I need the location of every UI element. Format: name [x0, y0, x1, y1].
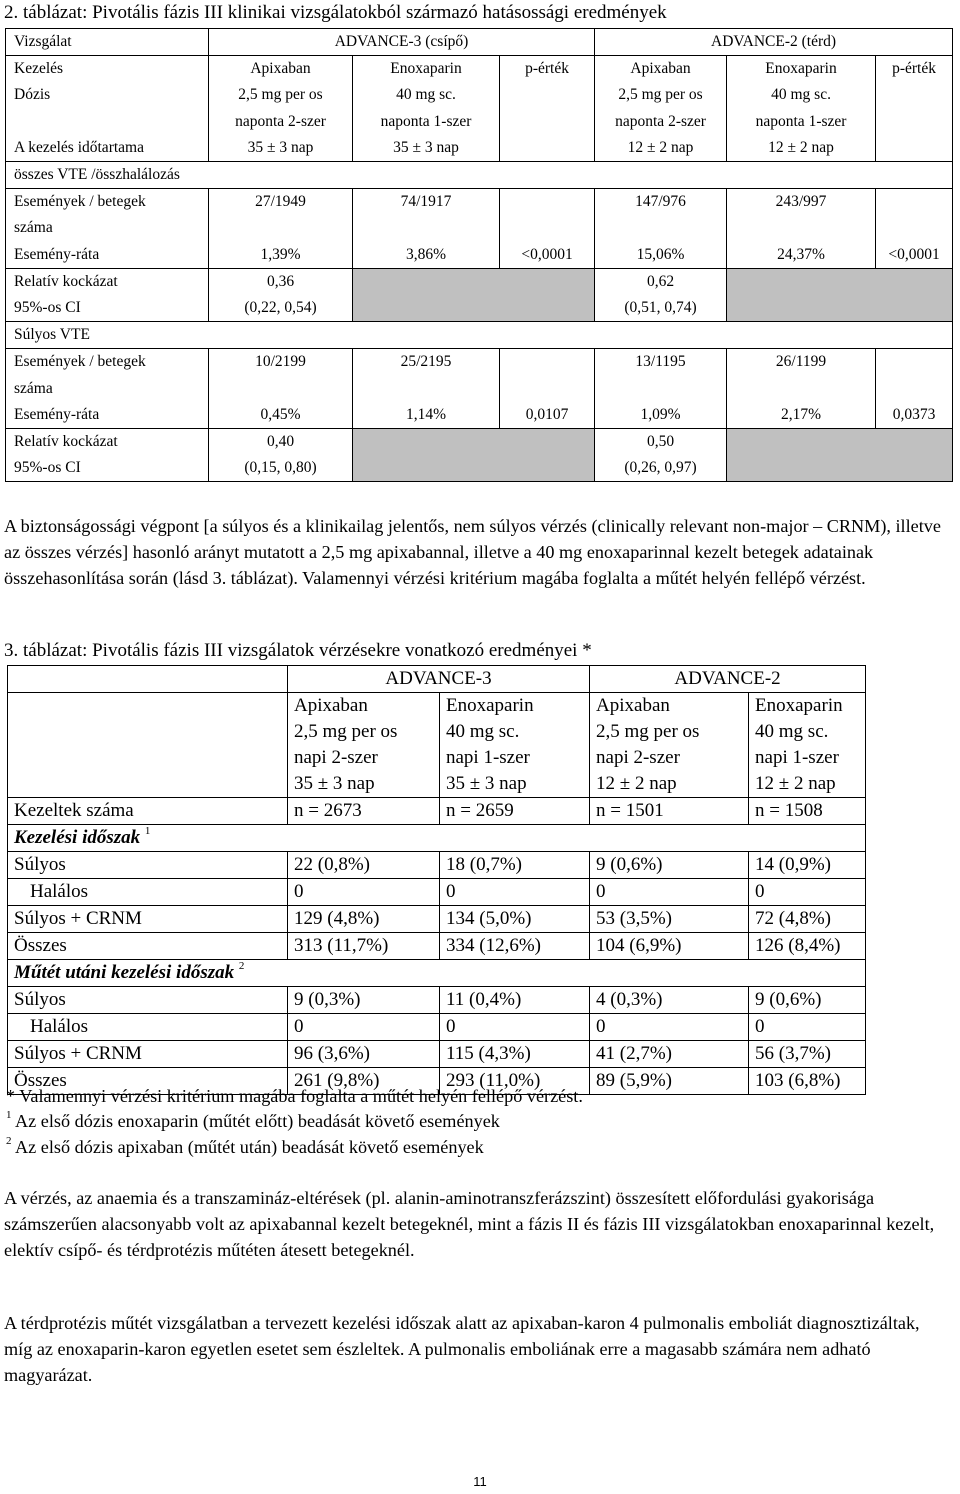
duration-cell: 12 ± 2 nap: [768, 138, 834, 156]
treated-cell: n = 2659: [440, 798, 590, 825]
value-cell: 18 (0,7%): [440, 852, 590, 879]
p-value-cell: 0,0373: [892, 405, 936, 423]
footnote-marker: 1: [6, 1109, 12, 1121]
table-row: [8, 693, 866, 798]
ci-cell: (0,51, 0,74): [624, 299, 697, 317]
safety-paragraph: A biztonságossági végpont [a súlyos és a klinikailag jelentős, nem súlyos vérzés (clinically relevant non-major – CRNM), illetve az összes vérzés] hasonló arányt mutatott a 2,5 mg apixabannal, illetve a 40 mg enoxaparinnal kezelt betegek adatainak összehasonlítása során (lásd 3. táblázat). Valamennyi vérzési kritérium magába foglalta a műtét helyén fellépő vérzést.: [4, 516, 941, 588]
value-cell: 134 (5,0%): [440, 906, 590, 933]
section-label: összes VTE /összhalálozás: [6, 162, 953, 189]
duration-cell: 35 ± 3 nap: [393, 138, 459, 156]
treated-cell: n = 1508: [749, 798, 866, 825]
section-row: [8, 960, 866, 987]
table-row: [8, 879, 866, 906]
page-number: 11: [473, 1474, 487, 1489]
rate-cell: 1,14%: [405, 405, 447, 423]
duration-cell: 12 ± 2 nap: [627, 138, 694, 156]
arm-name: Enoxaparin: [755, 695, 843, 716]
row-label: Összes: [8, 1068, 288, 1095]
events-cell: 74/1917: [400, 193, 452, 211]
value-cell: 41 (2,7%): [590, 1041, 749, 1068]
arm-name: Apixaban: [596, 695, 670, 716]
value-cell: 22 (0,8%): [288, 852, 440, 879]
arm-name: Apixaban: [294, 695, 368, 716]
rate-cell: 3,86%: [405, 245, 447, 263]
value-cell: 11 (0,4%): [440, 987, 590, 1014]
events-cell: 25/2195: [400, 353, 452, 371]
period-label: Műtét utáni kezelési időszak: [14, 962, 235, 983]
pulmonary-embolism-paragraph: A térdprotézis műtét vizsgálatban a tervezett kezelési időszak alatt az apixaban-karon 4 pulmonalis emboliát diagnosztizáltak, míg az enoxaparin-karon egyetlen esetet sem észleltek. A pulmonalis emboliának erre a magasabb számára nem adható magyarázat.: [4, 1313, 920, 1385]
duration-label: A kezelés időtartama: [14, 138, 144, 156]
row-label: Súlyos: [8, 987, 288, 1014]
row-label: Események / betegek: [14, 353, 146, 371]
row-label: Relatív kockázat: [14, 272, 118, 290]
table-row: [6, 268, 953, 321]
value-cell: 4 (0,3%): [590, 987, 749, 1014]
section-label: Súlyos VTE: [6, 322, 953, 349]
section-row: [6, 322, 953, 349]
row-label: Esemény-ráta: [14, 245, 100, 263]
value-cell: 0: [749, 879, 866, 906]
p-value-cell: <0,0001: [888, 245, 940, 263]
events-cell: 10/2199: [255, 353, 306, 371]
dose-cell: 2,5 mg per os: [238, 86, 323, 104]
treated-cell: n = 1501: [590, 798, 749, 825]
footnote-1: [6, 1109, 500, 1133]
relative-risk-cell: 0,40: [266, 433, 295, 451]
shaded-cell: [727, 429, 953, 482]
footnote-marker: 2: [6, 1135, 12, 1147]
section-row: [8, 825, 866, 852]
arm-header: Apixaban: [630, 60, 691, 78]
value-cell: 0: [440, 1014, 590, 1041]
row-label: Kezeltek száma: [8, 798, 288, 825]
row-label: Halálos: [8, 1014, 288, 1041]
row-label: száma: [14, 219, 53, 237]
value-cell: 9 (0,6%): [749, 987, 866, 1014]
row-label: Relatív kockázat: [14, 433, 118, 451]
bleeding-table: [7, 665, 866, 1095]
ci-cell: (0,22, 0,54): [244, 299, 317, 317]
rate-cell: 2,17%: [781, 405, 822, 423]
value-cell: 0: [590, 879, 749, 906]
value-cell: 72 (4,8%): [749, 906, 866, 933]
dose-cell: 40 mg sc.: [396, 86, 456, 104]
value-cell: 89 (5,9%): [590, 1068, 749, 1095]
arm-frequency: napi 1-szer: [755, 747, 839, 768]
row-label: Események / betegek: [14, 193, 146, 211]
dose-cell: naponta 1-szer: [755, 112, 847, 130]
value-cell: 0: [440, 879, 590, 906]
arm-frequency: napi 1-szer: [446, 747, 530, 768]
row-label: 95%-os CI: [14, 299, 81, 317]
dose-cell: naponta 2-szer: [235, 112, 326, 130]
arm-dose: 40 mg sc.: [446, 721, 520, 742]
shaded-cell: [353, 268, 595, 321]
value-cell: 0: [749, 1014, 866, 1041]
events-cell: 27/1949: [255, 193, 306, 211]
arm-dose: 40 mg sc.: [755, 721, 829, 742]
table-row: [8, 666, 866, 693]
arm-duration: 35 ± 3 nap: [446, 773, 527, 794]
value-cell: 9 (0,3%): [288, 987, 440, 1014]
value-cell: 0: [590, 1014, 749, 1041]
section-row: [6, 162, 953, 189]
table-row: [8, 933, 866, 960]
value-cell: 56 (3,7%): [749, 1041, 866, 1068]
value-cell: 9 (0,6%): [590, 852, 749, 879]
value-cell: 103 (6,8%): [749, 1068, 866, 1095]
arm-duration: 35 ± 3 nap: [294, 773, 375, 794]
row-label: száma: [14, 379, 53, 397]
table-row: [8, 987, 866, 1014]
row-label: Súlyos: [8, 852, 288, 879]
shaded-cell: [353, 429, 595, 482]
dose-label: Dózis: [14, 86, 51, 104]
table-row: [8, 1014, 866, 1041]
hip-study-header: ADVANCE-3: [288, 666, 590, 693]
relative-risk-cell: 0,36: [266, 272, 295, 290]
p-value-cell: <0,0001: [521, 245, 573, 263]
relative-risk-cell: 0,50: [646, 433, 675, 451]
row-label: Halálos: [8, 879, 288, 906]
p-value-header: p-érték: [525, 60, 569, 78]
p-value-header: p-érték: [892, 60, 936, 78]
rate-cell: 0,45%: [260, 405, 301, 423]
value-cell: 104 (6,9%): [590, 933, 749, 960]
value-cell: 126 (8,4%): [749, 933, 866, 960]
arm-header: Enoxaparin: [390, 60, 462, 78]
dose-cell: naponta 2-szer: [615, 112, 706, 130]
events-cell: 26/1199: [775, 353, 827, 371]
table-row: [8, 1041, 866, 1068]
table-row: [8, 906, 866, 933]
arm-header: Apixaban: [250, 60, 311, 78]
footnote-2: [6, 1135, 484, 1159]
study-label: Vizsgálat: [6, 29, 209, 56]
treated-cell: n = 2673: [288, 798, 440, 825]
knee-study-header: ADVANCE-2 (térd): [595, 29, 953, 56]
table-2-caption: 2. táblázat: Pivotális fázis III klinikai vizsgálatokból származó hatásossági eredmények: [4, 2, 667, 23]
table-row: [6, 189, 953, 269]
dose-cell: 40 mg sc.: [771, 86, 831, 104]
arm-dose: 2,5 mg per os: [596, 721, 700, 742]
value-cell: 313 (11,7%): [288, 933, 440, 960]
table-row: [8, 798, 866, 825]
rate-cell: 24,37%: [777, 245, 825, 263]
arm-header: Enoxaparin: [765, 60, 837, 78]
period-label: Kezelési időszak: [14, 827, 141, 848]
events-cell: 243/997: [775, 193, 827, 211]
labs-paragraph: A vérzés, az anaemia és a transzamináz-eltérések (pl. alanin-aminotranszferázszint) összesített előfordulási gyakorisága számszerűen alacsonyabb volt az apixabannal kezelt betegeknél, mint a fázis II és fázis III vizsgálatokban enoxaparinnal kezelt, elektív csípő- és térdprotézis műtéten átesett betegeknél.: [4, 1188, 935, 1260]
row-label: 95%-os CI: [14, 459, 81, 477]
events-cell: 147/976: [635, 193, 686, 211]
ci-cell: (0,15, 0,80): [244, 459, 317, 477]
hip-study-header: ADVANCE-3 (csípő): [209, 29, 595, 56]
rate-cell: 15,06%: [636, 245, 685, 263]
table-3-caption: 3. táblázat: Pivotális fázis III vizsgálatok vérzésekre vonatkozó eredményei *: [4, 640, 592, 661]
row-label: Súlyos + CRNM: [8, 1041, 288, 1068]
value-cell: 115 (4,3%): [440, 1041, 590, 1068]
treatment-label: Kezelés: [14, 60, 64, 78]
row-label: Esemény-ráta: [14, 405, 100, 423]
arm-duration: 12 ± 2 nap: [755, 773, 836, 794]
shaded-cell: [727, 268, 953, 321]
value-cell: 14 (0,9%): [749, 852, 866, 879]
footnote-text: Az első dózis apixaban (műtét után) beadását követő események: [11, 1137, 484, 1157]
table-row: [6, 349, 953, 429]
value-cell: 261 (9,8%): [288, 1068, 440, 1095]
duration-cell: 35 ± 3 nap: [247, 138, 314, 156]
arm-duration: 12 ± 2 nap: [596, 773, 677, 794]
p-value-cell: 0,0107: [525, 405, 569, 423]
table-row: [6, 29, 953, 56]
efficacy-table: [5, 28, 953, 482]
arm-frequency: napi 2-szer: [596, 747, 680, 768]
relative-risk-cell: 0,62: [646, 272, 675, 290]
value-cell: 96 (3,6%): [288, 1041, 440, 1068]
arm-dose: 2,5 mg per os: [294, 721, 398, 742]
dose-cell: 2,5 mg per os: [618, 86, 703, 104]
value-cell: 53 (3,5%): [590, 906, 749, 933]
rate-cell: 1,09%: [640, 405, 681, 423]
value-cell: 334 (12,6%): [440, 933, 590, 960]
value-cell: 0: [288, 879, 440, 906]
ci-cell: (0,26, 0,97): [624, 459, 697, 477]
row-label: Összes: [8, 933, 288, 960]
footnote-star: * Valamennyi vérzési kritérium magába foglalta a műtét helyén fellépő vérzést.: [6, 1086, 583, 1106]
rate-cell: 1,39%: [260, 245, 301, 263]
dose-cell: naponta 1-szer: [380, 112, 472, 130]
row-label: Súlyos + CRNM: [8, 906, 288, 933]
footnote-text: Az első dózis enoxaparin (műtét előtt) beadását követő események: [11, 1111, 500, 1131]
table-row: [8, 852, 866, 879]
events-cell: 13/1195: [635, 353, 686, 371]
arm-name: Enoxaparin: [446, 695, 534, 716]
table-row: [6, 56, 953, 162]
value-cell: 293 (11,0%): [440, 1068, 590, 1095]
footnote-marker: 1: [144, 825, 151, 837]
knee-study-header: ADVANCE-2: [590, 666, 866, 693]
table-row: [6, 429, 953, 482]
footnote-marker: 2: [238, 960, 245, 972]
value-cell: 129 (4,8%): [288, 906, 440, 933]
value-cell: 0: [288, 1014, 440, 1041]
arm-frequency: napi 2-szer: [294, 747, 378, 768]
